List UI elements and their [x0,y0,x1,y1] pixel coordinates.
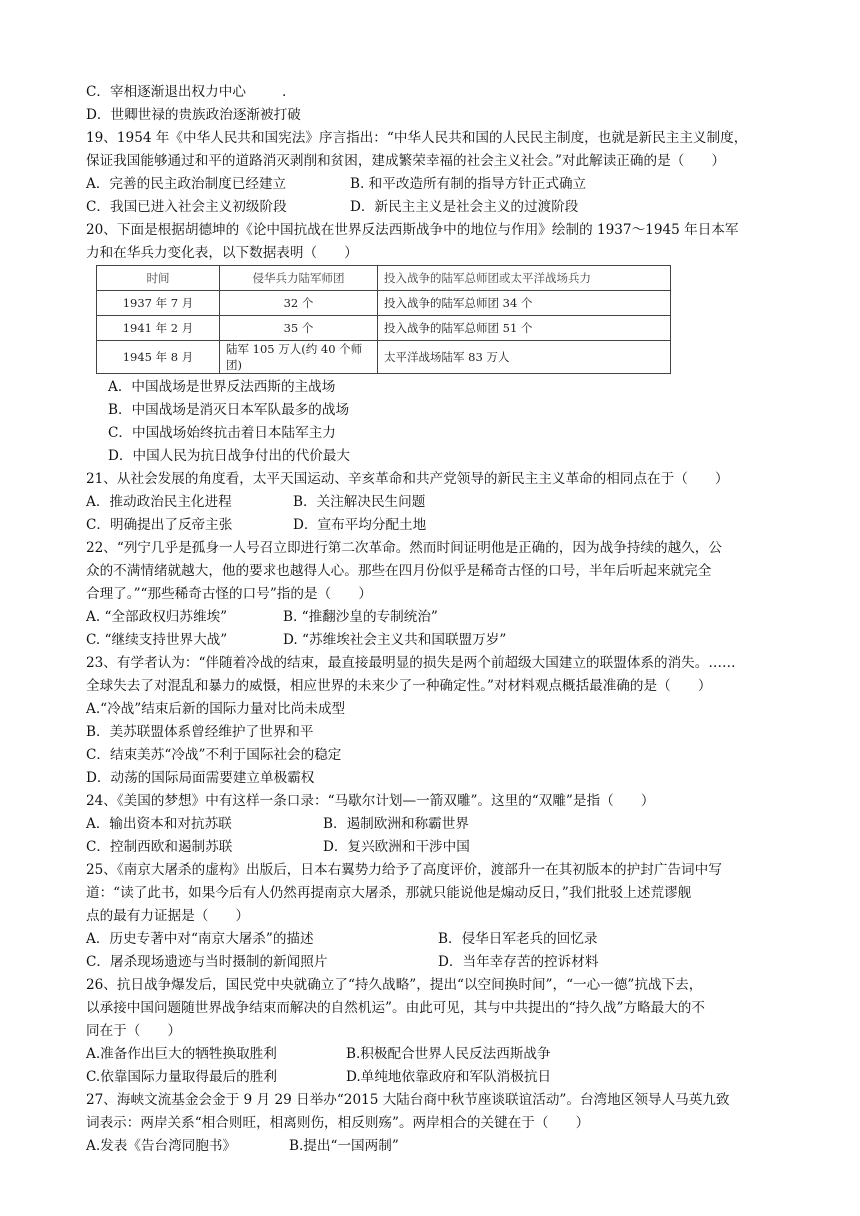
q26-stem-line3: 同在于（ ） [86,1023,182,1039]
q25-stem-line1: 25、《南京大屠杀的虚构》出版后，日本右翼势力给予了高度评价，渡部升一在其初版本的护封广告词中写 [86,862,722,878]
table-cell: 太平洋战场陆军 83 万人 [378,341,671,374]
q21-option-c: C．明确提出了反帝主张 [86,517,233,533]
q20-data-table [96,265,671,374]
q26-stem-line1: 26、抗日战争爆发后，国民党中央就确立了“持久战略”，提出“以空间换时间”，“一心一德”抗战下去， [86,977,703,993]
table-cell: 32 个 [220,291,378,316]
table-row [97,316,671,341]
stray-mark: . [281,84,287,100]
q23-option-d: D．动荡的国际局面需要建立单极霸权 [86,770,315,786]
table-header-cell: 侵华兵力陆军师团 [220,266,378,291]
q26-option-a: A.准备作出巨大的牺牲换取胜利 [86,1046,277,1062]
q19-stem-line1: 19、1954 年《中华人民共和国宪法》序言指出：“中华人民共和国的人民民主制度，也就是新民主主义制度， [86,130,748,146]
q24-option-b: B．遏制欧洲和称霸世界 [323,816,469,832]
q27-stem-line1: 27、海峡文流基金会金于 9 月 29 日举办“2015 大陆台商中秋节座谈联谊活动”。台湾地区领导人马英九致 [86,1092,730,1108]
q22-stem-line1: 22、“列宁几乎是孤身一人号召立即进行第二次革命。然而时间证明他是正确的，因为战争持续的越久，公 [86,540,722,556]
table-cell: 投入战争的陆军总师团 34 个 [378,291,671,316]
q19-option-b: B. 和平改造所有制的指导方针正式确立 [350,176,587,192]
q25-option-a: A．历史专著中对“南京大屠杀”的描述 [86,931,314,947]
q20-stem-line1: 20、下面是根据胡德坤的《论中国抗战在世界反法西斯战争中的地位与作用》绘制的 1937～1945 年日本军 [86,222,739,238]
q27-option-a: A.发表《告台湾同胞书》 [86,1138,237,1154]
q23-option-a: A.“冷战”结束后新的国际力量对比尚未成型 [86,701,346,717]
q20-stem-line2: 力和在华兵力变化表，以下数据表明（ ） [86,245,358,261]
q18-option-c: C．宰相逐渐退出权力中心 . [86,84,287,100]
table-row [97,291,671,316]
q20-option-d: D．中国人民为抗日战争付出的代价最大 [108,448,350,464]
table-row [97,341,671,374]
q19-option-d: D．新民主主义是社会主义的过渡阶段 [350,199,579,215]
q23-stem-line1: 23、有学者认为：“伴随着冷战的结束，最直接最明显的损失是两个前超级大国建立的联盟体系的消失。…… [86,655,736,671]
q21-option-a: A．推动政治民主化进程 [86,494,232,510]
q24-option-c: C．控制西欧和遏制苏联 [86,839,233,855]
q22-option-d: D. “苏维埃社会主义共和国联盟万岁” [283,632,507,648]
q26-stem-line2: 以承接中国问题随世界战争结束而解决的自然机运”。由此可见，其与中共提出的“持久战”方略最大的不 [86,1000,705,1016]
q26-option-d: D.单纯地依靠政府和军队消极抗日 [346,1069,552,1085]
q24-option-a: A．输出资本和对抗苏联 [86,816,232,832]
q19-option-a: A．完善的民主政治制度已经建立 [86,176,287,192]
table-cell: 投入战争的陆军总师团 51 个 [378,316,671,341]
q21-option-d: D．宣布平均分配土地 [293,517,427,533]
table-cell: 1945 年 8 月 [97,341,220,374]
q25-option-d: D．当年幸存苦的控诉材料 [438,954,599,970]
q27-option-b: B.提出“一国两制” [289,1138,399,1154]
q25-stem-line3: 点的最有力证据是（ ） [86,908,250,924]
q23-stem-line2: 全球失去了对混乱和暴力的威慑，相应世界的未来少了一种确定性。”对材料观点概括最准确的是（ ） [86,678,712,694]
q22-stem-line2: 众的不满情绪就越大，他的要求也越得人心。那些在四月份似乎是稀奇古怪的口号，半年后听起来就完全 [86,563,712,579]
table-cell: 1941 年 2 月 [97,316,220,341]
q25-option-b: B．侵华日军老兵的回忆录 [438,931,598,947]
q19-stem-line2: 保证我国能够通过和平的道路消灭剥削和贫困，建成繁荣幸福的社会主义社会。”对此解读正确的是（ ） [86,153,726,169]
q26-option-c: C.依靠国际力量取得最后的胜利 [86,1069,277,1085]
q23-option-b: B．美苏联盟体系曾经维护了世界和平 [86,724,314,740]
q21-option-b: B．关注解决民生问题 [293,494,426,510]
q24-stem: 24、《美国的梦想》中有这样一条口录：“马歇尔计划—一箭双雕”。这里的“双雕”是指（ ） [86,793,655,809]
table-header-row [97,266,671,291]
q22-option-b: B. “推翻沙皇的专制统治” [283,609,438,625]
table-header-cell: 投入战争的陆军总师团或太平洋战场兵力 [378,266,671,291]
table-header-cell: 时间 [97,266,220,291]
q18-option-d: D．世卿世禄的贵族政治逐渐被打破 [86,107,301,123]
q24-option-d: D．复兴欧洲和干涉中国 [323,839,470,855]
table-cell: 1937 年 7 月 [97,291,220,316]
q26-option-b: B.积极配合世界人民反法西斯战争 [346,1046,551,1062]
table-cell: 陆军 105 万人(约 40 个师团) [220,341,378,374]
q20-option-a: A．中国战场是世界反法西斯的主战场 [108,379,336,395]
q27-stem-line2: 词表示：两岸关系“相合则旺，相离则伤，相反则殇”。两岸相合的关键在于（ ） [86,1115,590,1131]
q22-stem-line3: 合理了。”“那些稀奇古怪的口号”指的是（ ） [86,586,372,602]
q21-stem: 21、从社会发展的角度看，太平天国运动、辛亥革命和共产党领导的新民主主义革命的相同点在于（ ） [86,471,729,487]
q25-stem-line2: 道：“读了此书，如果今后有人仍然再提南京大屠杀，那就只能说他是煽动反日，”我们批驳上述荒谬舰 [86,885,692,901]
q22-option-c: C. “继续支持世界大战” [86,632,228,648]
q25-option-c: C．屠杀现场遗迹与当时摄制的新闻照片 [86,954,328,970]
q19-option-c: C．我国已进入社会主义初级阶段 [86,199,287,215]
table-cell: 35 个 [220,316,378,341]
q20-option-b: B．中国战场是消灭日本军队最多的战场 [108,402,350,418]
q23-option-c: C．结束美苏“冷战”不利于国际社会的稳定 [86,747,342,763]
q20-option-c: C．中国战场始终抗击着日本陆军主力 [108,425,336,441]
q22-option-a: A. “全部政权归苏维埃” [86,609,228,625]
